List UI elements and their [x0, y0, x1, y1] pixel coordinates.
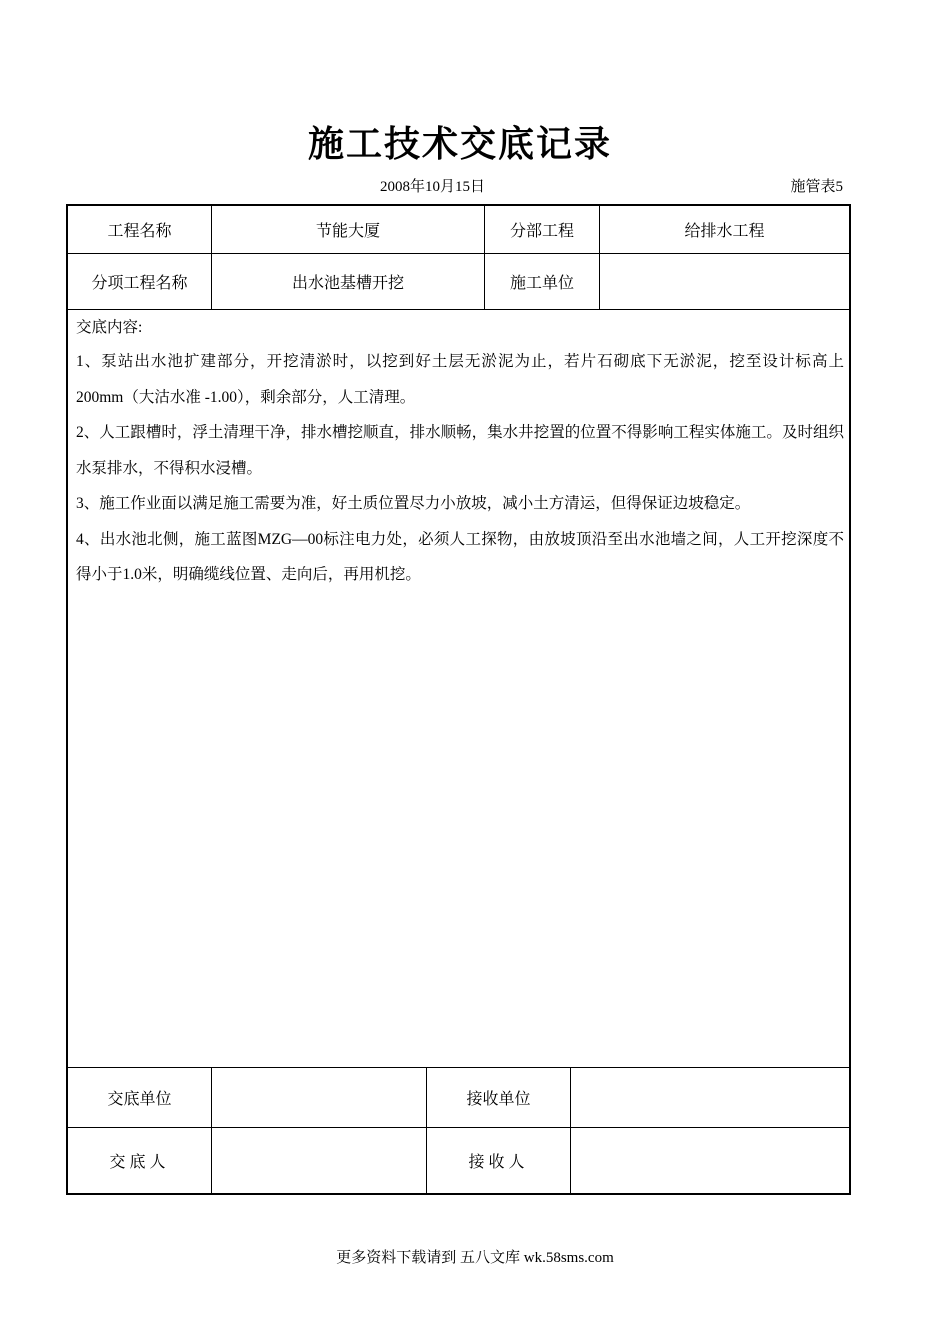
row-divider: [68, 309, 849, 310]
briefing-content: [76, 314, 844, 593]
issuing-unit-value: [212, 1068, 426, 1127]
receiver-label: 接收人: [468, 1154, 529, 1171]
project-name-value: 节能大厦: [315, 223, 380, 240]
contractor-value: [600, 254, 849, 309]
issuing-unit-label: 交底单位: [107, 1091, 172, 1108]
subitem-label: 分项工程名称: [91, 275, 188, 292]
content-item: 1、泵站出水池扩建部分，开挖清淤时，以挖到好土层无淤泥为止，若片石砌底下无淤泥，挖至设计标高上200mm（大沽水准 -1.00），剩余部分，人工清理。: [76, 353, 844, 406]
issuer-value: [212, 1128, 426, 1193]
division-label: 分部工程: [509, 223, 574, 240]
content-item: 4、出水池北侧，施工蓝图MZG—00标注电力处，必须人工探物，由放坡顶沿至出水池墙之间，人工开挖深度不得小于1.0米，明确缆线位置、走向后，再用机挖。: [76, 530, 844, 583]
form-number: 施管表5: [790, 179, 843, 195]
receiving-unit-value: [571, 1068, 849, 1127]
content-heading: 交底内容:: [76, 319, 143, 336]
footer-link[interactable]: 更多资料下载请到 五八文库 wk.58sms.com: [336, 1250, 614, 1266]
project-name-label: 工程名称: [107, 223, 172, 240]
document-title: 施工技术交底记录: [307, 124, 612, 165]
record-table: [66, 204, 851, 1195]
issuer-label: 交底人: [109, 1154, 170, 1171]
division-value: 给排水工程: [684, 223, 765, 240]
receiving-unit-label: 接收单位: [466, 1091, 531, 1108]
contractor-label: 施工单位: [509, 275, 574, 292]
content-item: 3、施工作业面以满足施工需要为准，好土质位置尽力小放坡，减小土方清运，但得保证边坡稳定。: [76, 495, 751, 512]
content-item: 2、人工跟槽时，浮土清理干净，排水槽挖顺直，排水顺畅，集水井挖置的位置不得影响工程实体施工。及时组织水泵排水，不得积水浸槽。: [76, 424, 844, 477]
subitem-value: 出水池基槽开挖: [291, 275, 404, 292]
document-date: 2008年10月15日: [380, 179, 486, 195]
receiver-value: [571, 1128, 849, 1193]
